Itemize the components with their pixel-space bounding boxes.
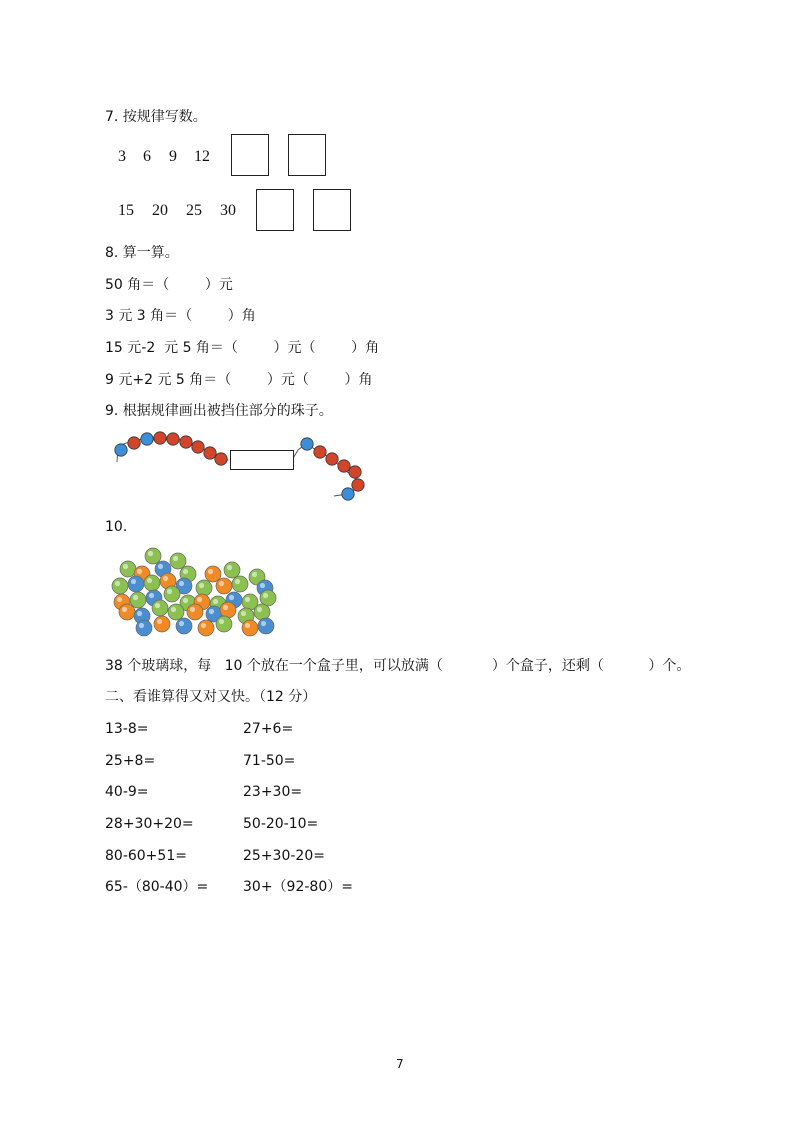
marble-highlight (219, 581, 224, 586)
orange-marble (119, 604, 135, 620)
blue-bead (115, 444, 127, 456)
marble-highlight (149, 593, 154, 598)
red-bead (128, 437, 140, 449)
q10-title: 10. (105, 519, 128, 535)
green-marble (170, 553, 186, 569)
green-marble (216, 616, 232, 632)
green-marble (145, 548, 161, 564)
marble-highlight (209, 609, 214, 614)
q7-answer-box[interactable] (231, 134, 269, 176)
q7-number: 15 (118, 202, 134, 219)
q8-line: 15 元-2 元 5 角＝（ ）元（ ）角 (105, 340, 380, 356)
marble-highlight (190, 607, 195, 612)
red-bead (352, 479, 364, 491)
q7-number: 6 (143, 148, 151, 165)
green-marble (180, 566, 196, 582)
marble-highlight (179, 581, 184, 586)
orange-marble (205, 566, 221, 582)
marble-highlight (219, 619, 224, 624)
page-number: 7 (396, 1057, 404, 1071)
q7-title: 7. 按规律写数。 (105, 109, 207, 125)
marble-highlight (179, 621, 184, 626)
calc-item: 71-50= (243, 753, 296, 769)
calc-item: 80-60+51= (105, 848, 187, 864)
calc-item: 27+6= (243, 721, 294, 737)
q7-number: 9 (169, 148, 177, 165)
marble-highlight (201, 623, 206, 628)
red-bead (338, 460, 350, 472)
green-marble (152, 600, 168, 616)
marble-highlight (261, 621, 266, 626)
orange-marble (220, 602, 236, 618)
orange-marble (154, 616, 170, 632)
blue-marble (258, 618, 274, 634)
blue-marble (128, 576, 144, 592)
green-marble (224, 562, 240, 578)
red-bead (167, 433, 179, 445)
red-bead (215, 453, 227, 465)
marble-highlight (157, 619, 162, 624)
blue-marble (226, 592, 242, 608)
marble-highlight (139, 623, 144, 628)
marble-highlight (241, 611, 246, 616)
q8-line: 9 元+2 元 5 角＝（ ）元（ ）角 (105, 372, 373, 388)
marble-highlight (137, 611, 142, 616)
q7-number: 25 (186, 202, 202, 219)
calc-item: 50-20-10= (243, 816, 319, 832)
marble-highlight (183, 598, 188, 603)
red-bead (204, 447, 216, 459)
marble-highlight (123, 564, 128, 569)
blue-marble (155, 561, 171, 577)
blue-bead (141, 433, 153, 445)
marble-highlight (227, 565, 232, 570)
calc-item: 28+30+20= (105, 816, 194, 832)
q7-answer-box[interactable] (288, 134, 326, 176)
marble-highlight (117, 597, 122, 602)
q9-title: 9. 根据规律画出被挡住部分的珠子。 (105, 403, 333, 419)
orange-marble (134, 566, 150, 582)
marble-highlight (223, 605, 228, 610)
blue-marble (146, 590, 162, 606)
red-bead (326, 453, 338, 465)
orange-marble (187, 604, 203, 620)
orange-marble (194, 594, 210, 610)
green-marble (249, 569, 265, 585)
blue-marble (206, 606, 222, 622)
marble-highlight (122, 607, 127, 612)
marble-highlight (208, 569, 213, 574)
red-bead (349, 466, 361, 478)
blue-marble (134, 608, 150, 624)
marble-highlight (263, 593, 268, 598)
q8-title: 8. 算一算。 (105, 245, 179, 261)
marble-highlight (213, 599, 218, 604)
green-marble (112, 578, 128, 594)
calc-item: 23+30= (243, 784, 303, 800)
marble-highlight (173, 556, 178, 561)
red-bead (180, 436, 192, 448)
marble-highlight (155, 603, 160, 608)
red-bead (314, 446, 326, 458)
red-bead (192, 441, 204, 453)
green-marble (254, 604, 270, 620)
orange-marble (242, 620, 258, 636)
green-marble (180, 595, 196, 611)
blue-marble (176, 618, 192, 634)
orange-marble (160, 573, 176, 589)
marble-highlight (163, 576, 168, 581)
marble-highlight (235, 579, 240, 584)
q7-number: 3 (118, 148, 126, 165)
marble-highlight (147, 578, 152, 583)
q7-answer-box[interactable] (256, 189, 294, 231)
blue-bead (342, 488, 354, 500)
marble-highlight (257, 607, 262, 612)
q7-answer-box[interactable] (313, 189, 351, 231)
marble-highlight (167, 589, 172, 594)
q7-number: 20 (152, 202, 168, 219)
green-marble (164, 586, 180, 602)
green-marble (232, 576, 248, 592)
marble-highlight (245, 597, 250, 602)
green-marble (130, 592, 146, 608)
marble-highlight (131, 579, 136, 584)
green-marble (260, 590, 276, 606)
calc-item: 65-（80-40）= (105, 879, 209, 895)
bead-thread (292, 444, 357, 496)
marble-highlight (183, 569, 188, 574)
marble-highlight (229, 595, 234, 600)
marble-highlight (158, 564, 163, 569)
marble-highlight (260, 583, 265, 588)
q8-line: 3 元 3 角＝（ ）角 (105, 308, 256, 324)
covered-section-box[interactable] (230, 450, 294, 470)
green-marble (168, 604, 184, 620)
q7-number: 30 (220, 202, 236, 219)
blue-marble (257, 580, 273, 596)
orange-marble (216, 578, 232, 594)
marble-highlight (115, 581, 120, 586)
green-marble (144, 575, 160, 591)
calc-item: 30+（92-80）= (243, 879, 353, 895)
marble-highlight (197, 597, 202, 602)
bead-thread (117, 437, 228, 462)
green-marble (196, 580, 212, 596)
blue-marble (136, 620, 152, 636)
green-marble (210, 596, 226, 612)
marble-highlight (133, 595, 138, 600)
green-marble (238, 608, 254, 624)
marble-highlight (199, 583, 204, 588)
calc-item: 40-9= (105, 784, 149, 800)
marble-highlight (137, 569, 142, 574)
calc-item: 25+30-20= (243, 848, 325, 864)
marble-highlight (245, 623, 250, 628)
red-bead (154, 432, 166, 444)
q10-question: 38 个玻璃球，每 10 个放在一个盒子里，可以放满（ ）个盒子，还剩（ ）个。 (105, 658, 691, 674)
section2-title: 二、看谁算得又对又快。（12 分） (105, 689, 317, 705)
blue-bead (301, 438, 313, 450)
q7-number: 12 (194, 148, 210, 165)
orange-marble (114, 594, 130, 610)
calc-item: 25+8= (105, 753, 156, 769)
q8-line: 50 角＝（ ）元 (105, 277, 233, 293)
blue-marble (176, 578, 192, 594)
green-marble (242, 594, 258, 610)
marble-highlight (171, 607, 176, 612)
orange-marble (198, 620, 214, 636)
marble-highlight (252, 572, 257, 577)
calc-item: 13-8= (105, 721, 149, 737)
marble-highlight (148, 551, 153, 556)
green-marble (120, 561, 136, 577)
